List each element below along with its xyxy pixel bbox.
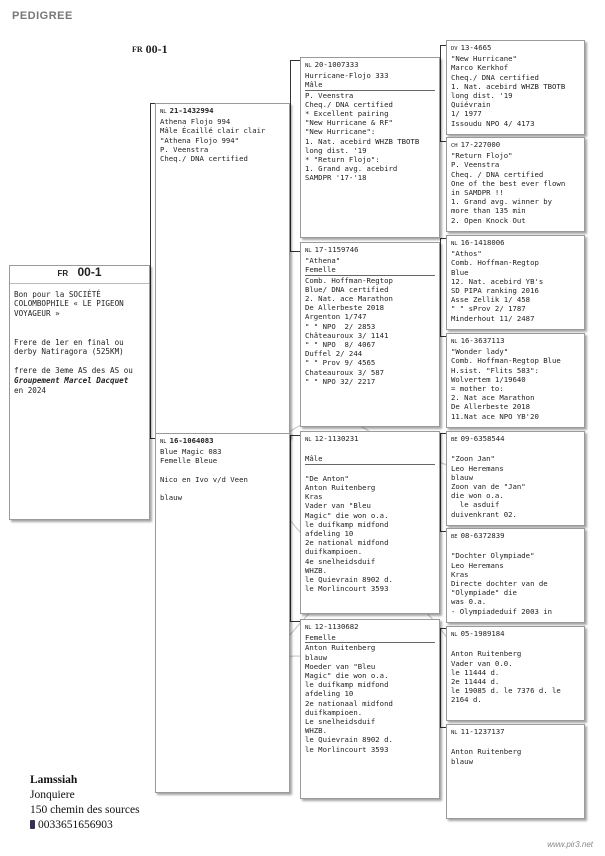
ss-line: "New Hurricane & RF" <box>305 118 393 128</box>
dss-ring-value: 09-6358544 <box>460 434 505 443</box>
main-bird-card[interactable] <box>9 265 150 520</box>
ssd-line: 1. Grand avg. winner by <box>451 197 553 207</box>
ds-line: Mâle <box>305 454 435 464</box>
dam-card[interactable] <box>155 433 290 793</box>
sd-line: Argenton 1/747 <box>305 312 367 322</box>
ssd-line: 2. Open Knock Out <box>451 215 526 225</box>
ssd-line: more than 135 min <box>451 206 526 216</box>
ds-line: le Quievrain 8902 d. <box>305 575 393 585</box>
ss-ring-value: 20-1007333 <box>314 60 359 69</box>
main-line: Frere de 1er en final ou <box>14 337 124 347</box>
ssd-line: Cheq. / DNA certified <box>451 169 544 179</box>
sd-ring <box>305 245 435 256</box>
sdd-ring-value: 16-3637113 <box>460 336 505 345</box>
dam-ring <box>160 436 285 447</box>
ddd-line: blauw <box>451 756 473 766</box>
dd-line: Anton Ruitenberg <box>305 643 376 653</box>
sds-line: Blue <box>451 267 469 277</box>
ss-line: 1. Grand avg. acebird <box>305 164 398 174</box>
dsd-ring <box>451 531 580 542</box>
dds-line: Vader van 0.0. <box>451 658 513 668</box>
dsd-line: "Dochter Olympiade" <box>451 551 535 561</box>
sds-ring-country: NL <box>451 241 458 247</box>
sdd-line: 11.Nat ace NPO YB'20 <box>451 411 539 421</box>
sire-line: Mâle Écaillé clair clair <box>160 126 266 136</box>
ssd-ring <box>451 140 580 151</box>
ss-line: P. Veenstra <box>305 90 354 100</box>
ds-line: Vader van "Bleu <box>305 501 371 511</box>
main-ring-value: 00-1 <box>77 265 102 279</box>
sss-line: "New Hurricane" <box>451 54 517 64</box>
dsd-ring-country: BE <box>451 534 458 540</box>
sdd-ring-country: NL <box>451 339 458 345</box>
dsd-line: Directe dochter van de <box>451 579 548 589</box>
ssd-line: in SAMDPR !! <box>451 188 504 198</box>
main-ring-number <box>10 266 149 284</box>
sire-line: P. Veenstra <box>160 144 209 154</box>
dss-ring-country: BE <box>451 437 458 443</box>
sdd-ring <box>451 336 580 347</box>
dds-line: le 11444 d. <box>451 667 500 677</box>
ss-line: long dist. '19 <box>305 145 367 155</box>
dd-ring-country: NL <box>305 625 312 631</box>
sd-line: Comb. Hoffman-Regtop <box>305 275 393 285</box>
dds-ring-value: 05-1989184 <box>460 629 505 638</box>
sd-line: Femelle <box>305 265 435 275</box>
dsd-line: "Olympiade" die <box>451 588 517 598</box>
dam-sire-dam-card[interactable] <box>446 528 585 623</box>
sdd-line: = mother to: <box>451 384 504 394</box>
main-line: frere de 3eme AS des AS ou <box>14 366 133 376</box>
dd-ring <box>305 622 435 633</box>
ds-line: Kras <box>305 492 323 502</box>
sd-line: Châteauroux 3/ 1141 <box>305 330 389 340</box>
ssd-ring-country: CH <box>451 143 458 149</box>
ss-ring-country: NL <box>305 63 312 69</box>
dss-line: "Zoon Jan" <box>451 454 495 464</box>
sds-ring-value: 16-1418006 <box>460 238 505 247</box>
ss-line: Hurricane-Flojo 333 <box>305 71 389 81</box>
sd-line: " " Prov 9/ 4565 <box>305 358 376 368</box>
dsd-ring-value: 08-6372839 <box>460 531 505 540</box>
owner-name: Lamssiah <box>30 774 78 786</box>
main-line: derby Natiragora (525KM) <box>14 347 124 357</box>
ss-ring <box>305 60 435 71</box>
sire-line: Cheq./ DNA certified <box>160 154 248 164</box>
dd-line: WHZB. <box>305 726 327 736</box>
ss-line: SAMDPR '17-'18 <box>305 173 367 183</box>
dam-line: blauw <box>160 493 182 503</box>
sds-line: Minderhout 11/ 2487 <box>451 313 535 323</box>
dd-line: afdeling 10 <box>305 689 354 699</box>
dam-sire-sire-card[interactable] <box>446 431 585 526</box>
dam-sire-card[interactable] <box>300 431 440 614</box>
dd-line: Femelle <box>305 633 435 643</box>
dss-line: blauw <box>451 472 473 482</box>
sire-ring-country: NL <box>160 109 167 115</box>
owner-phone[interactable]: 0033651656903 <box>38 819 113 831</box>
ss-line: 1. Nat. acebird WHZB TBOTB <box>305 136 420 146</box>
sire-dam-sire-card[interactable] <box>446 235 585 330</box>
dds-ring <box>451 629 580 640</box>
dss-line <box>451 445 580 454</box>
dsd-line: was 0.a. <box>451 597 487 607</box>
dam-line: Femelle Bleue <box>160 456 218 466</box>
sd-line: De Allerbeste 2018 <box>305 303 385 313</box>
dss-ring <box>451 434 580 445</box>
dd-line: le Morlincourt 3593 <box>305 744 389 754</box>
page-title: PEDIGREE <box>12 10 73 22</box>
dam-line: Nico en Ivo v/d Veen <box>160 474 248 484</box>
sd-ring-country: NL <box>305 248 312 254</box>
sss-ring-value: 13-4665 <box>460 43 492 52</box>
ssd-line: P. Veenstra <box>451 160 500 170</box>
sdd-line: Wolvertem 1/19640 <box>451 374 526 384</box>
main-line: VOYAGEUR » <box>14 308 60 318</box>
dss-line: Zoon van de "Jan" <box>451 482 526 492</box>
dds-line: Anton Ruitenberg <box>451 649 522 659</box>
dd-line: Moeder van "Bleu <box>305 661 376 671</box>
sss-line: Issoudu NPO 4/ 4173 <box>451 118 535 128</box>
main-line: COLOMBOPHILE « LE PIGEON <box>14 299 124 309</box>
ds-line <box>305 445 435 454</box>
sss-ring <box>451 43 580 54</box>
dd-line: le duifkamp midfond <box>305 680 389 690</box>
sds-line: SD PIPA ranking 2016 <box>451 286 539 296</box>
ds-ring <box>305 434 435 445</box>
owner-info <box>30 773 140 833</box>
sss-line: 1. Nat. acebird WHZB TBOTB <box>451 81 566 91</box>
main-line <box>14 328 145 338</box>
ssd-line: One of the best ever flown <box>451 178 566 188</box>
ddd-line: Anton Ruitenberg <box>451 747 522 757</box>
top-ring-country: FR <box>132 45 143 54</box>
dam-dam-card[interactable] <box>300 619 440 799</box>
ssd-ring-value: 17-227000 <box>460 140 501 149</box>
sss-line: 1/ 1977 <box>451 109 482 119</box>
dam-ring-value: 16-1064083 <box>169 436 214 445</box>
sire-sire-dam-card[interactable] <box>446 137 585 232</box>
ds-line: Magic" die won o.a. <box>305 510 389 520</box>
phone-icon <box>30 820 35 829</box>
dam-line <box>160 466 285 475</box>
ddd-ring <box>451 727 580 738</box>
sdd-line: H.sist. "Flits 583": <box>451 365 539 375</box>
dsd-line <box>451 542 580 551</box>
dam-dam-dam-card[interactable] <box>446 724 585 819</box>
dam-dam-sire-card[interactable] <box>446 626 585 721</box>
ss-line: Cheq./ DNA certified <box>305 99 393 109</box>
ss-line: Mâle <box>305 80 435 90</box>
sds-line: Comb. Hoffman-Regtop <box>451 258 539 268</box>
dsd-line: Leo Heremans <box>451 560 504 570</box>
sds-line: " " sProv 2/ 1787 <box>451 304 526 314</box>
sd-line: Chateauroux 3/ 587 <box>305 367 385 377</box>
top-ring-value: 00-1 <box>145 42 168 56</box>
dds-ring-country: NL <box>451 632 458 638</box>
main-highlight: Groupement Marcel Dacquet <box>14 375 129 385</box>
sss-line: Cheq./ DNA certified <box>451 72 539 82</box>
sire-dam-card[interactable] <box>300 242 440 427</box>
ssd-line: "Return Flojo" <box>451 151 513 161</box>
ddd-line <box>451 738 580 747</box>
dsd-line: Kras <box>451 569 469 579</box>
dss-line: le asduif <box>451 500 500 510</box>
dam-line: Blue Magic 083 <box>160 447 222 457</box>
sds-line: Asse Zellik 1/ 458 <box>451 295 531 305</box>
sd-ring-value: 17-1159746 <box>314 245 359 254</box>
sd-line: Duffel 2/ 244 <box>305 349 363 359</box>
sire-ring <box>160 106 285 117</box>
dam-line <box>160 484 285 493</box>
ss-line: * "Return Flojo": <box>305 155 380 165</box>
sss-line: long dist. '19 <box>451 91 513 101</box>
ds-line: 2e national midfond <box>305 538 389 548</box>
sire-line: "Athena Flojo 994" <box>160 135 240 145</box>
ds-line: le duifkamp midfond <box>305 519 389 529</box>
main-line <box>14 357 145 367</box>
main-line: Bon pour la SOCIÉTÉ <box>14 289 101 299</box>
dd-line: le Quievrain 8902 d. <box>305 735 393 745</box>
sd-line: " " NPO 32/ 2217 <box>305 376 376 386</box>
ds-line: WHZB. <box>305 565 327 575</box>
dds-line: le 19085 d. le 7376 d. le <box>451 686 561 696</box>
sdd-line: Comb. Hoffman-Regtop Blue <box>451 356 561 366</box>
ds-line <box>305 465 435 474</box>
dd-ring-value: 12-1130682 <box>314 622 359 631</box>
dds-line: 2164 d. <box>451 695 482 705</box>
dss-line: die won o.a. <box>451 491 504 501</box>
sire-dam-dam-card[interactable] <box>446 333 585 428</box>
ds-line: afdeling 10 <box>305 529 354 539</box>
ds-line: Anton Ruitenberg <box>305 483 376 493</box>
sd-line: 2. Nat. ace Marathon <box>305 294 393 304</box>
dss-line: Leo Heremans <box>451 463 504 473</box>
owner-city: Jonquiere <box>30 789 75 801</box>
ddd-ring-country: NL <box>451 730 458 736</box>
dd-line: 2e nationaal midfond <box>305 698 393 708</box>
dsd-line: - Olympiadeduif 2003 in <box>451 606 553 616</box>
owner-address: 150 chemin des sources <box>30 804 140 816</box>
sdd-line: De Allerbeste 2018 <box>451 402 531 412</box>
dd-line: duifkampioen. <box>305 707 363 717</box>
ddd-ring-value: 11-1237137 <box>460 727 505 736</box>
ds-line: duifkampioen. <box>305 547 363 557</box>
main-ring-country: FR <box>57 269 69 278</box>
sss-ring-country: DV <box>451 46 458 52</box>
owner-phone-row <box>30 818 140 833</box>
sd-line: " " NPO 2/ 2853 <box>305 321 376 331</box>
sd-line: " " NPO 8/ 4067 <box>305 340 376 350</box>
dds-line: 2e 11444 d. <box>451 677 500 687</box>
sd-line: "Athena" <box>305 256 341 266</box>
dd-line: Le snelheidsduif <box>305 717 376 727</box>
sss-line: Marco Kerkhof <box>451 63 509 73</box>
ds-ring-country: NL <box>305 437 312 443</box>
ds-line: "De Anton" <box>305 473 349 483</box>
sss-line: Quiévrain <box>451 100 491 110</box>
dss-line: duivenkrant 02. <box>451 509 517 519</box>
dd-line: Magic" die won o.a. <box>305 671 389 681</box>
sire-line: Athena Flojo 994 <box>160 117 231 127</box>
dam-ring-country: NL <box>160 439 167 445</box>
ss-line: * Excellent pairing <box>305 109 389 119</box>
top-ring-number <box>132 42 168 57</box>
dds-line <box>451 640 580 649</box>
ss-line: "New Hurricane": <box>305 127 376 137</box>
sds-line: 12. Nat. acebird YB's <box>451 276 544 286</box>
sds-ring <box>451 238 580 249</box>
sire-ring-value: 21-1432994 <box>169 106 214 115</box>
main-line: en 2024 <box>14 385 47 395</box>
main-line <box>14 318 145 328</box>
sire-sire-sire-card[interactable] <box>446 40 585 135</box>
footer-site[interactable]: www.pir3.net <box>547 840 593 849</box>
ds-line: le Morlincourt 3593 <box>305 584 389 594</box>
sdd-line: "Wonder lady" <box>451 347 509 357</box>
sire-card[interactable] <box>155 103 290 438</box>
sds-line: "Athos" <box>451 249 482 259</box>
dd-line: blauw <box>305 652 327 662</box>
ds-line: 4e snelheidsduif <box>305 556 376 566</box>
sd-line: Blue/ DNA certified <box>305 284 389 294</box>
sdd-line: 2. Nat ace Marathon <box>451 393 535 403</box>
sire-sire-card[interactable] <box>300 57 440 238</box>
ds-ring-value: 12-1130231 <box>314 434 359 443</box>
